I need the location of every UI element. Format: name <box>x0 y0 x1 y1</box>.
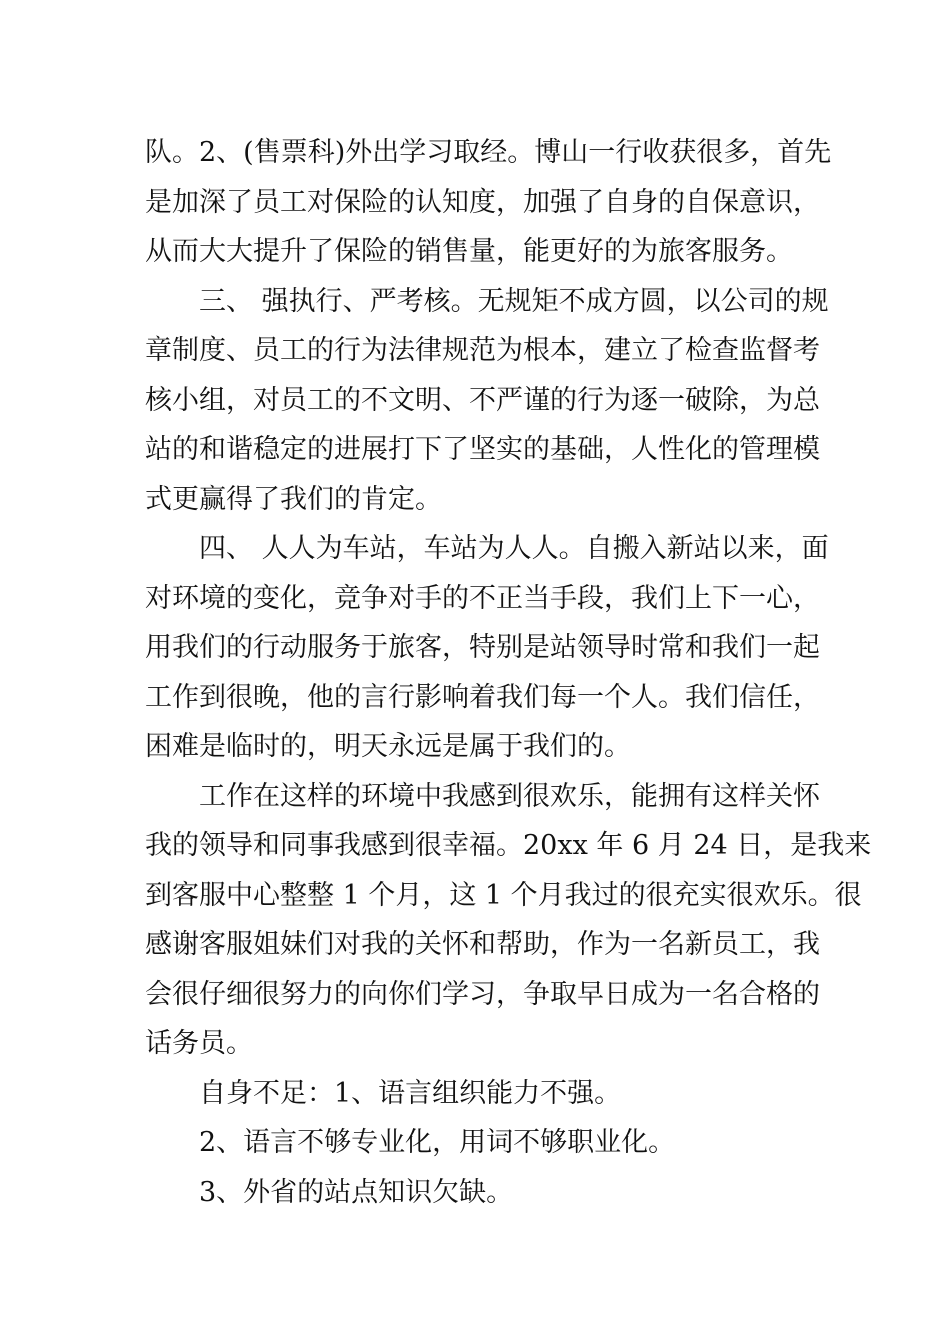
text-line: 式更赢得了我们的肯定。 <box>145 483 442 515</box>
paragraph-start-line: 3、外省的站点知识欠缺。 <box>199 1176 514 1208</box>
text-line: 核小组，对员工的不文明、不严谨的行为逐一破除，为总 <box>145 384 820 416</box>
paragraph-start-line: 2、语言不够专业化，用词不够职业化。 <box>199 1127 676 1158</box>
text-line: 队。2、(售票科)外出学习取经。博山一行收获很多，首先 <box>145 137 832 168</box>
text-line: 感谢客服姐妹们对我的关怀和帮助，作为一名新员工，我 <box>145 929 820 960</box>
paragraph-start-line: 工作在这样的环境中我感到很欢乐，能拥有这样关怀 <box>199 780 820 812</box>
text-line: 是加深了员工对保险的认知度，加强了自身的自保意识， <box>145 186 820 218</box>
text-line: 章制度、员工的行为法律规范为根本，建立了检查监督考 <box>145 335 820 366</box>
text-line: 话务员。 <box>145 1028 253 1059</box>
text-line: 会很仔细很努力的向你们学习，争取早日成为一名合格的 <box>145 978 820 1010</box>
text-line: 对环境的变化，竞争对手的不正当手段，我们上下一心， <box>145 582 820 614</box>
text-line: 到客服中心整整 1 个月，这 1 个月我过的很充实很欢乐。很 <box>145 879 862 911</box>
text-line: 用我们的行动服务于旅客，特别是站领导时常和我们一起 <box>145 632 820 663</box>
text-line: 困难是临时的，明天永远是属于我们的。 <box>145 731 631 762</box>
document-body <box>145 128 872 1217</box>
paragraph-start-line: 四、 人人为车站，车站为人人。自搬入新站以来，面 <box>199 533 829 564</box>
text-line: 我的领导和同事我感到很幸福。20xx 年 6 月 24 日，是我来 <box>145 830 872 861</box>
paragraph-start-line: 三、 强执行、严考核。无规矩不成方圆，以公司的规 <box>199 285 829 317</box>
text-line: 工作到很晚，他的言行影响着我们每一个人。我们信任， <box>145 681 820 713</box>
paragraph-start-line: 自身不足：1、语言组织能力不强。 <box>199 1077 622 1109</box>
text-line: 站的和谐稳定的进展打下了坚实的基础，人性化的管理模 <box>145 434 820 465</box>
text-line: 从而大大提升了保险的销售量，能更好的为旅客服务。 <box>145 236 793 267</box>
